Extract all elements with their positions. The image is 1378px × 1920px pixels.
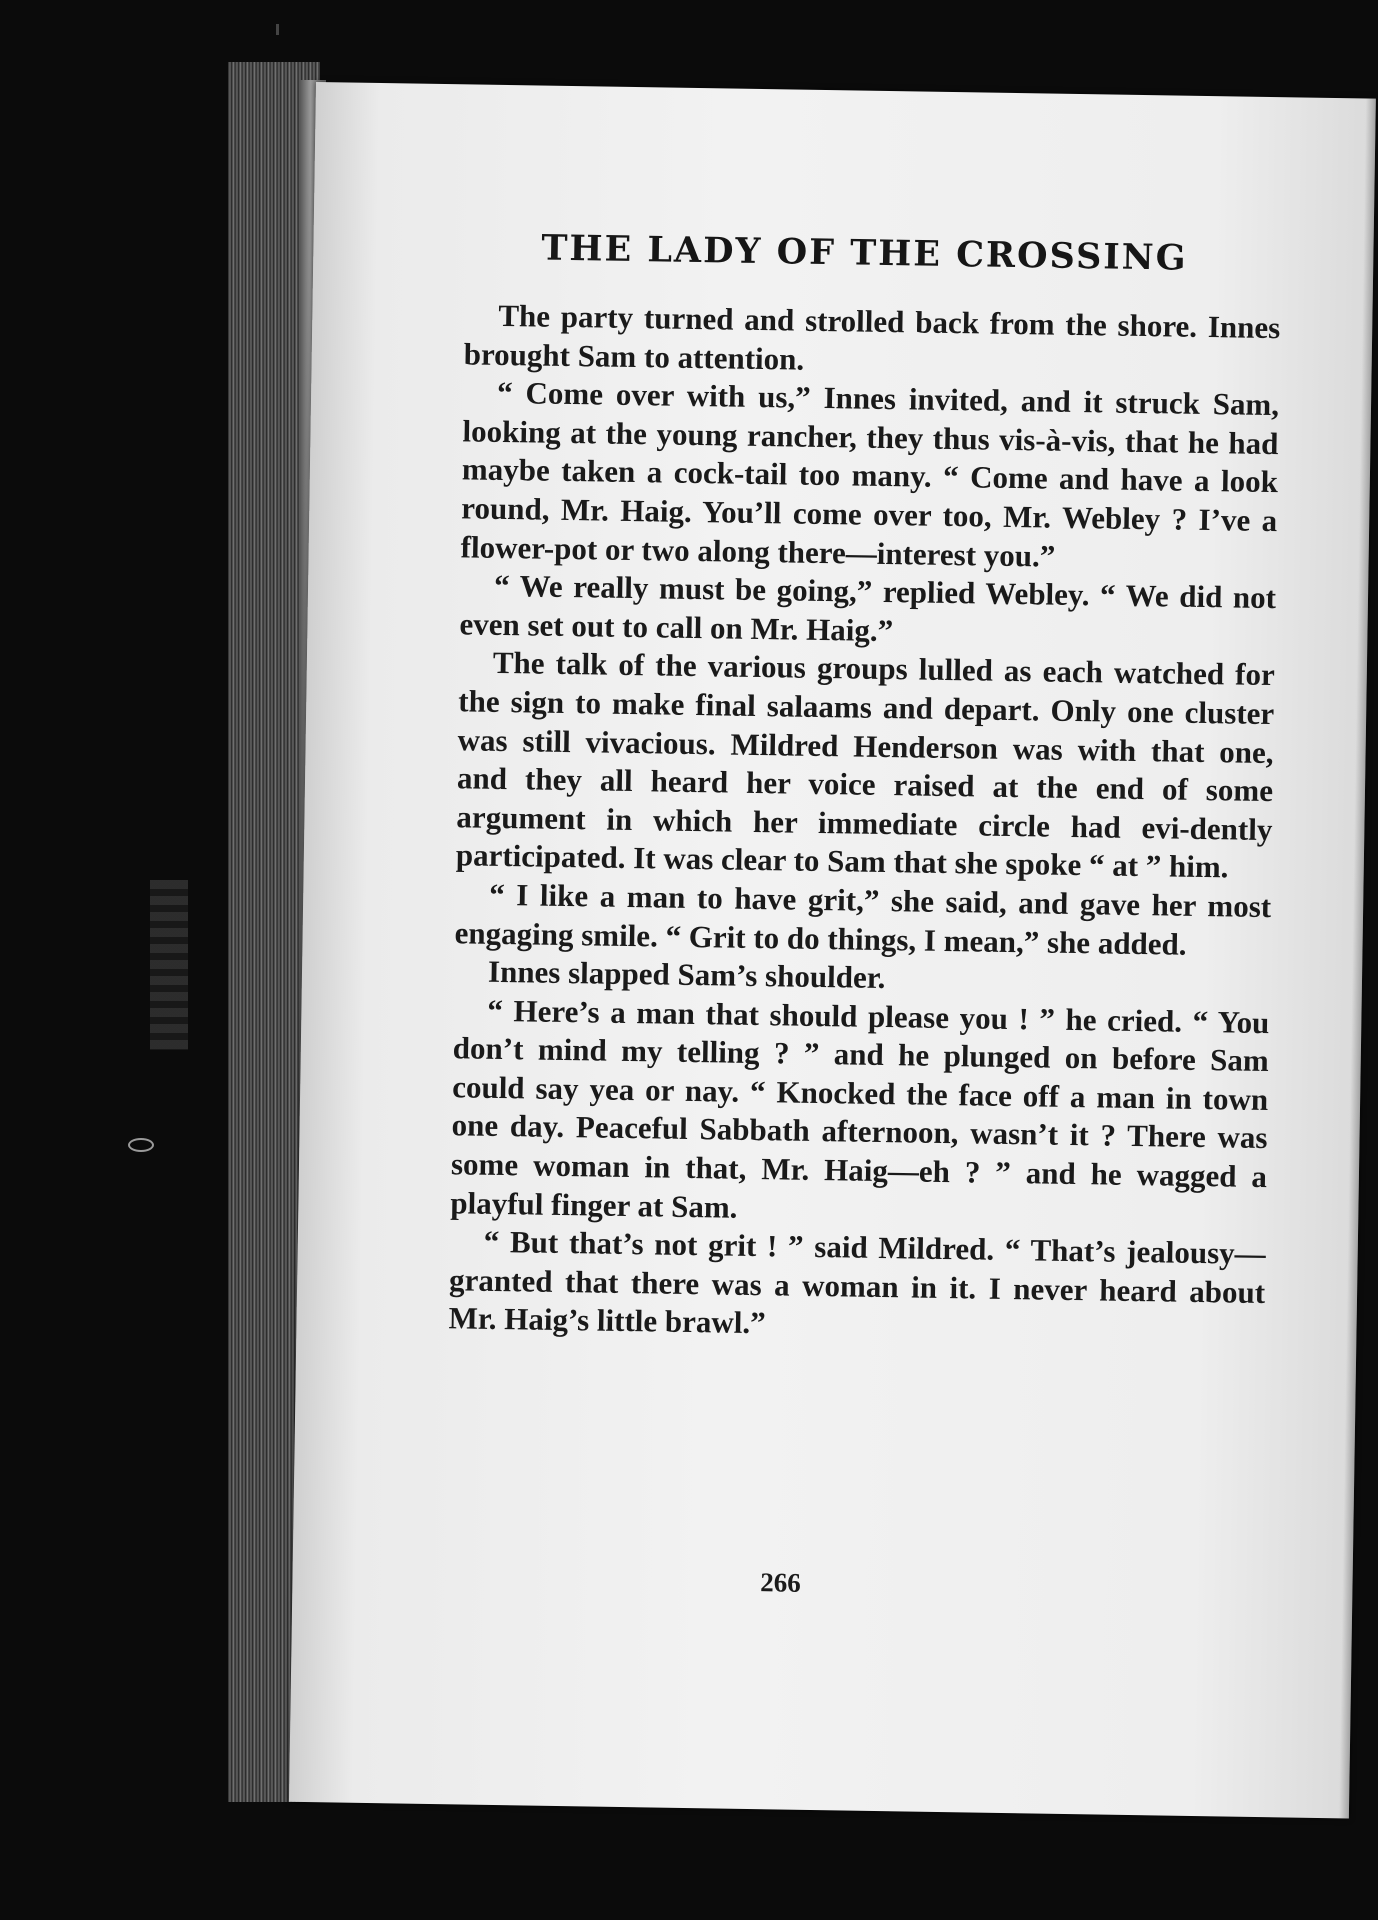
page-number: 266 — [760, 1567, 801, 1598]
paragraph: “ We really must be going,” replied Webley. “ We did not even set out to call on Mr. Haig.” — [459, 568, 1277, 648]
paragraph: The talk of the various groups lulled as each watched for the sign to make final salaams and depart. Only one cluster was still vivacious. Mildred Henderson was with that one, and they all heard her voice raised at the end of some argument in which her immediate circle had evi-dently participated. It was clear to Sam that she spoke “ at ” him. — [455, 645, 1276, 885]
stray-mark — [276, 24, 279, 35]
paragraph: “ Come over with us,” Innes invited, and it struck Sam, looking at the young rancher, they thus vis-à-vis, that he had maybe taken a cock-tail too many. “ Come and have a look round, Mr. Haig. You’ll come over too, Mr. Webley ? I’ve a flower-pot or two along there—interest you.” — [460, 375, 1280, 574]
page-body — [448, 296, 1280, 1351]
running-head: THE LADY OF THE CROSSING — [541, 227, 1188, 279]
book-page — [289, 82, 1376, 1818]
paragraph: “ I like a man to have grit,” she said, and gave her most engaging smile. “ Grit to do things, I mean,” she added. — [454, 876, 1272, 962]
paragraph: “ Here’s a man that should please you ! ” he cried. “ You don’t mind my telling ? ” and he plunged on before Sam could say yea or nay. “ Knocked the face off a man in town one day. Peaceful Sabbath afternoon, wasn’t it ? There was some woman in that, Mr. Haig—eh ? ” and he wagged a playful finger at Sam. — [450, 992, 1270, 1225]
paragraph: Innes slapped Sam’s shoulder. — [487, 953, 886, 996]
paragraph: The party turned and strolled back from the shore. Innes brought Sam to attention. — [463, 297, 1281, 377]
smudge-mark — [128, 1138, 154, 1152]
spine-marking — [150, 880, 188, 1050]
paragraph: “ But that’s not grit ! ” said Mildred. “ That’s jealousy—granted that there was a woman in it. I never heard about Mr. Haig’s little brawl.” — [448, 1224, 1266, 1341]
page-fold-shadow — [1339, 98, 1376, 1818]
